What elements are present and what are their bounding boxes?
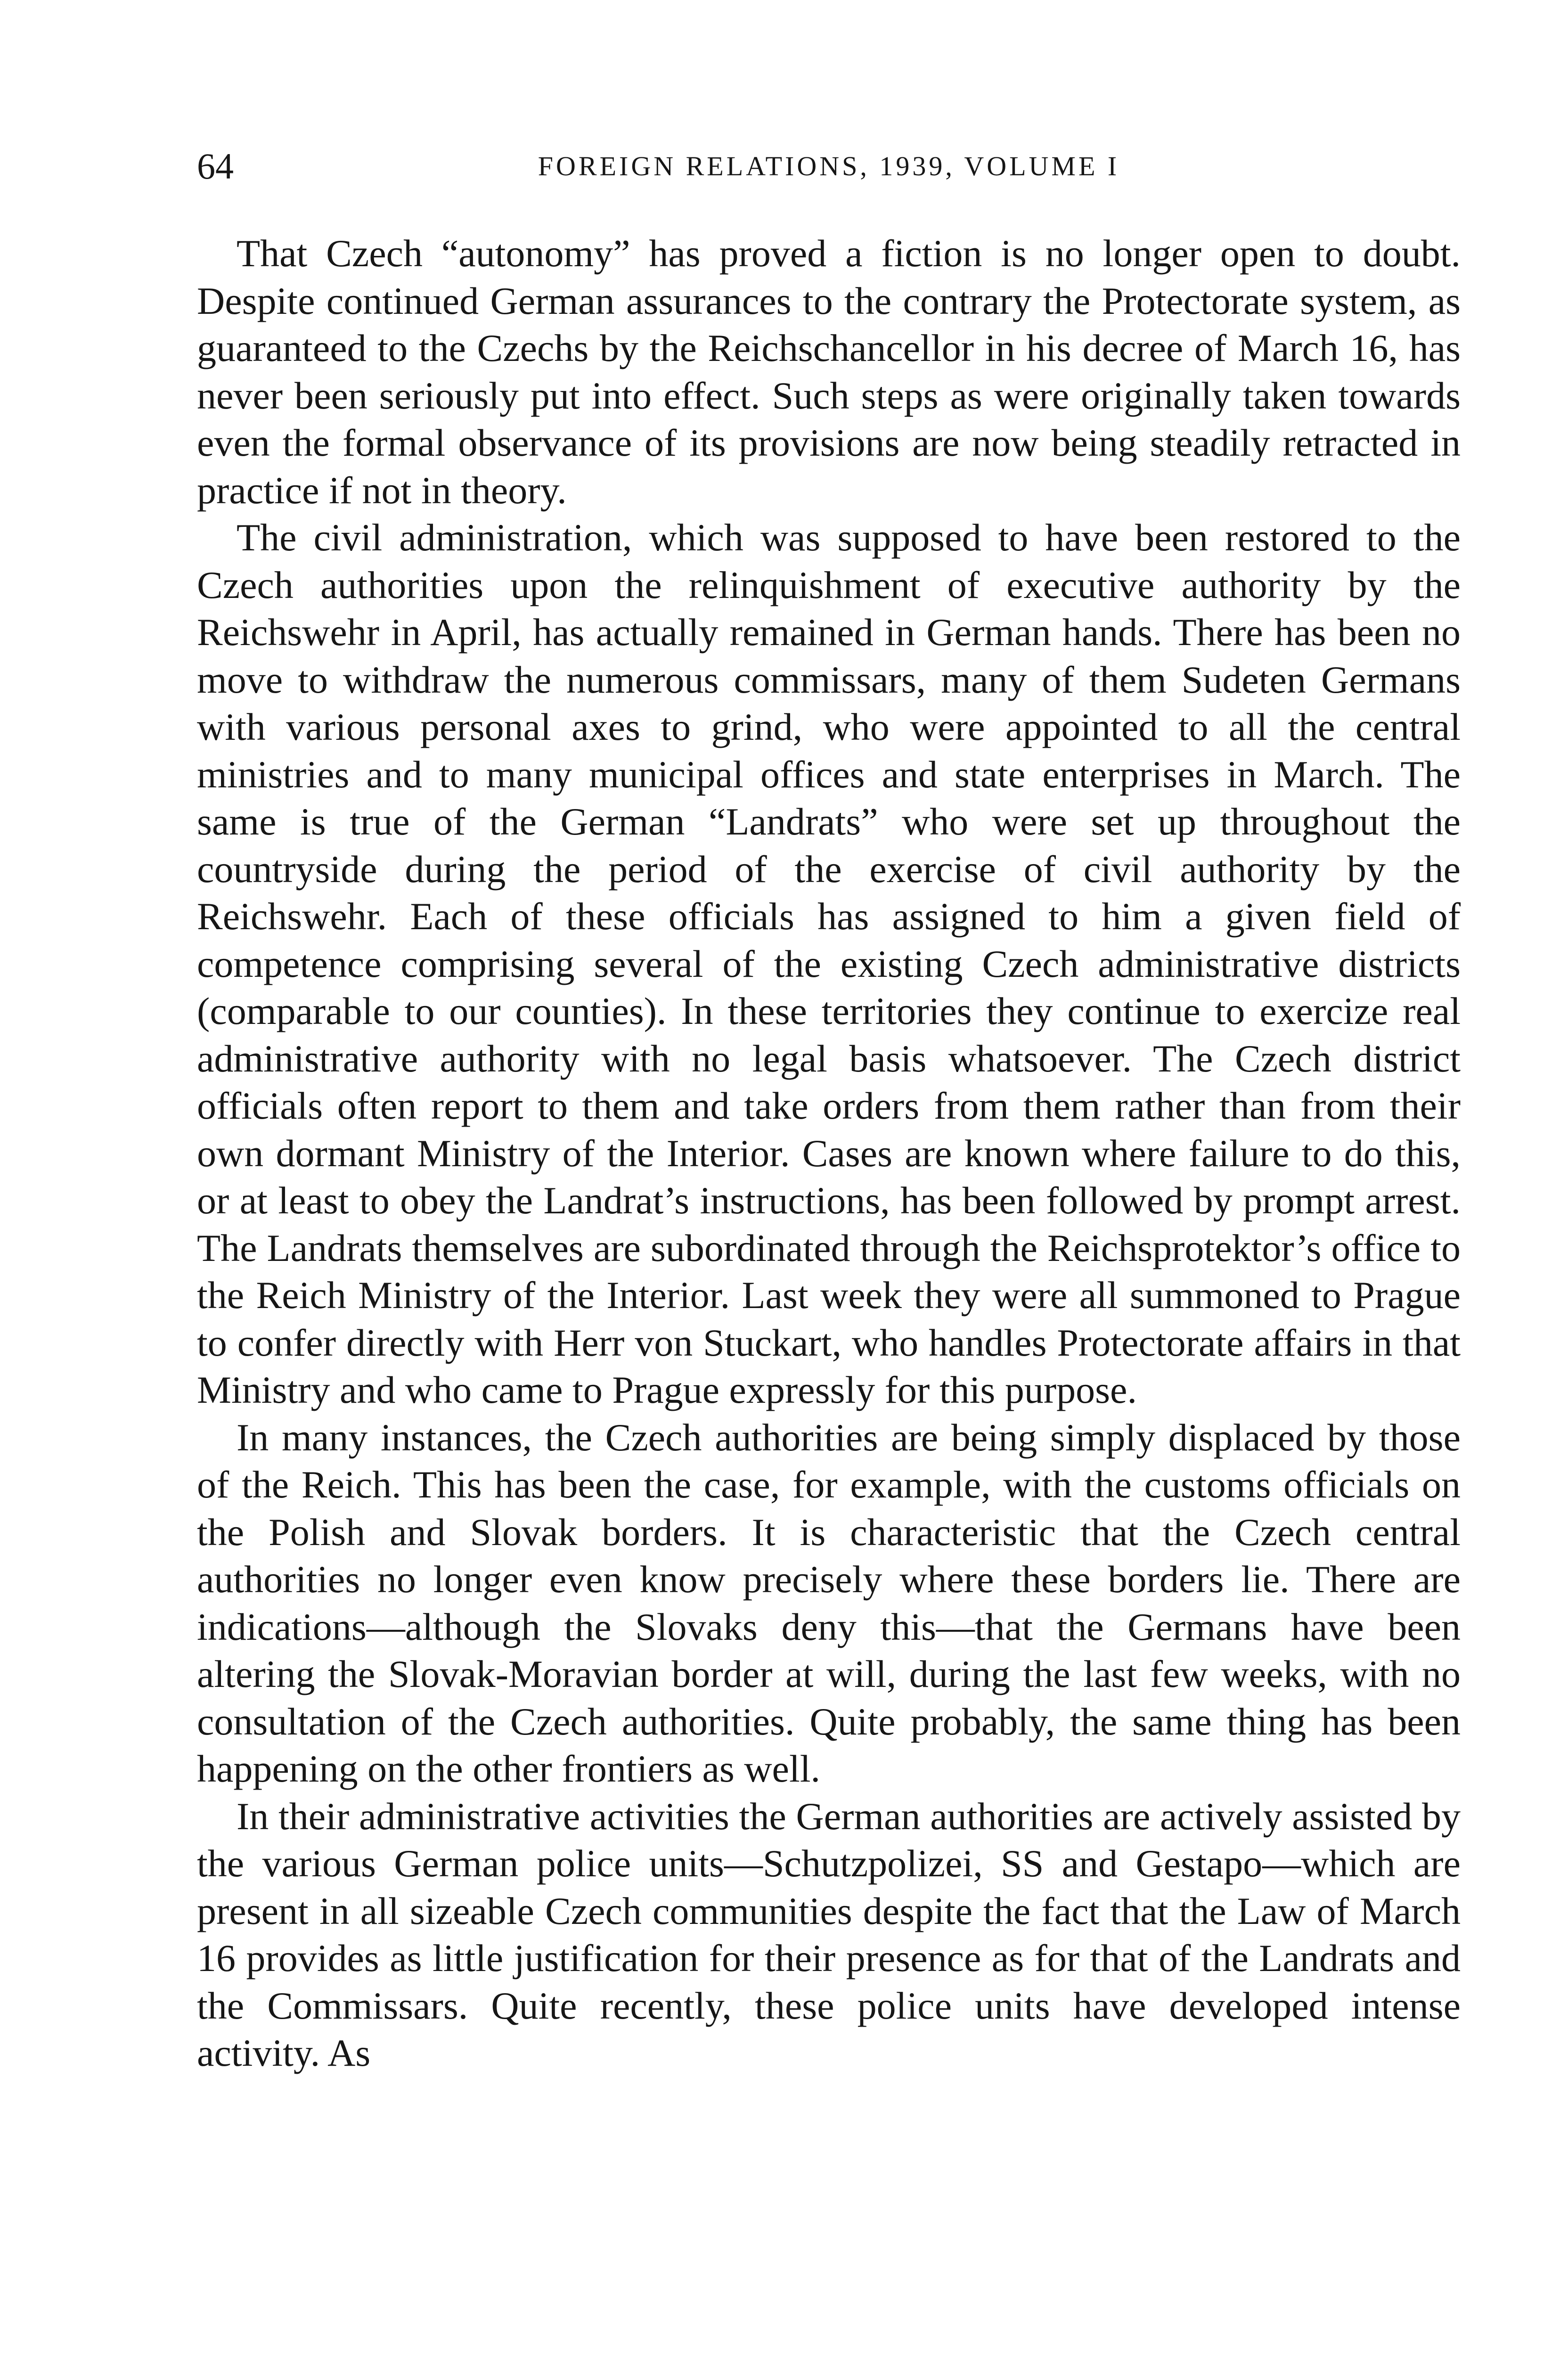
running-head [197,140,1461,192]
paragraph: In many instances, the Czech authorities are being simply displaced by those of the Reich. This has been the case, for example, with the customs officials on the Polish and Slovak borders. It is characteristic that the Czech central authorities no longer even know precisely where these borders lie. There are indications—although the Slovaks deny this—that the Germans have been altering the Slovak-Moravian border at will, during the last few weeks, with no consultation of the Czech authorities. Quite probably, the same thing has been happening on the other frontiers as well. [197,1415,1461,1790]
paragraph: That Czech “autonomy” has proved a fiction is no longer open to doubt. Despite continued German assurances to the contrary the Protectorate system, as guaranteed to the Czechs by the Reichschancellor in his decree of March 16, has never been seriously put into effect. Such steps as were originally taken towards even the formal observance of its provisions are now being steadily retracted in practice if not in theory. [197,232,1461,512]
body-text [197,230,1461,2077]
paragraph: In their administrative activities the German authorities are actively assisted by the various German police units—Schutzpolizei, SS and Gestapo—which are present in all sizeable Czech communities despite the fact that the Law of March 16 provides as little justification for their presence as for that of the Landrats and the Commissars. Quite recently, these police units have developed intense activity. As [197,1794,1461,2074]
page-number: 64 [197,146,234,187]
paragraph: The civil administration, which was supposed to have been restored to the Czech authorities upon the relinquishment of executive authority by the Reichswehr in April, has actually remained in German hands. There has been no move to withdraw the numerous commissars, many of them Sudeten Germans with various personal axes to grind, who were appointed to all the central ministries and to many municipal offices and state enterprises in March. The same is true of the German “Landrats” who were set up throughout the countryside during the period of the exercise of civil authority by the Reichswehr. Each of these officials has assigned to him a given field of competence comprising several of the existing Czech administrative districts (comparable to our counties). In these territories they continue to exercize real administrative authority with no legal basis whatsoever. The Czech district officials often report to them and take orders from them rather than from their own dormant Ministry of the Interior. Cases are known where failure to do this, or at least to obey the Landrat’s instructions, has been followed by prompt arrest. The Landrats themselves are subordinated through the Reichsprotektor’s office to the Reich Ministry of the Interior. Last week they were all summoned to Prague to confer directly with Herr von Stuckart, who handles Protectorate affairs in that Ministry and who came to Prague expressly for this purpose. [197,516,1461,1411]
running-head-title: FOREIGN RELATIONS, 1939, VOLUME I [538,151,1120,181]
